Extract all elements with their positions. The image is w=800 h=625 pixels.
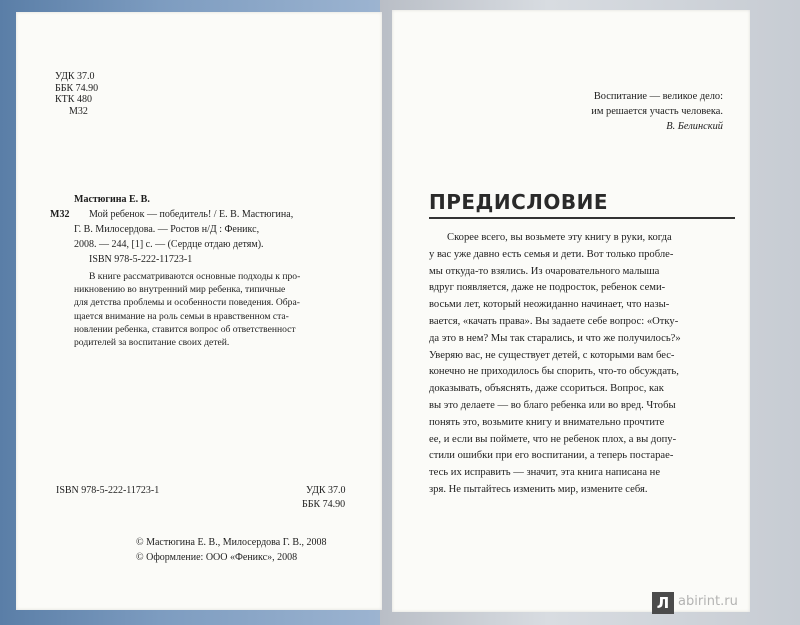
bibliographic-line-3: 2008. — 244, [1] с. — (Сердце отдаю детям).: [74, 239, 264, 250]
udk-code: УДК 37.0: [55, 71, 95, 82]
author-heading: Мастюгина Е. В.: [74, 194, 150, 205]
left-page: [16, 12, 382, 610]
body-line: тесь их исправить — значит, эта книга написана не: [429, 467, 661, 479]
right-page: [392, 10, 750, 612]
bbk-code: ББК 74.90: [55, 82, 99, 94]
epigraph-line: Воспитание — великое дело:: [593, 91, 723, 102]
body-line: стили ошибки при его воспитании, а теперь постарае-: [429, 450, 674, 462]
body-line: вается, «качать права». Вы задаете себе вопрос: «Отку-: [429, 315, 679, 327]
epigraph-author: В. Белинский: [666, 120, 723, 132]
body-line: мы откуда-то взялись. Из очаровательного малыша: [429, 265, 660, 277]
heading-underline: [429, 217, 735, 219]
abstract-line: новлении ребенка, ставится вопрос об ответственност: [74, 323, 296, 335]
footer-udk: УДК 37.0: [306, 485, 346, 496]
abstract-line: родителей за воспитание своих детей.: [74, 337, 230, 349]
bibliographic-line-2: Г. В. Милосердова. — Ростов н/Д : Феникс,: [74, 224, 260, 235]
footer-isbn: ISBN 978-5-222-11723-1: [56, 485, 160, 496]
catalog-mark: М32: [50, 209, 70, 220]
labirint-logo-icon: Л: [652, 592, 674, 614]
copyright-authors: © Мастюгина Е. В., Милосердова Г. В., 2008: [136, 537, 327, 548]
ktk-code: КТК 480: [55, 94, 92, 105]
classification-codes: [55, 71, 98, 117]
body-line: вы это делаете — во благо ребенка или во вред. Чтобы: [429, 399, 676, 411]
body-line: Скорее всего, вы возьмете эту книгу в руки, когда: [447, 232, 672, 243]
epigraph-line: им решается участь человека.: [591, 105, 723, 117]
footer-bbk: ББК 74.90: [302, 499, 346, 510]
watermark-text: abirint.ru: [678, 594, 738, 609]
abstract: [74, 270, 362, 349]
isbn-line: ISBN 978-5-222-11723-1: [89, 254, 193, 265]
abstract-line: щается внимание на роль семьи в нравственном ста-: [74, 310, 289, 322]
body-line: восьми лет, который неожиданно начинает, что назы-: [429, 299, 670, 311]
body-line: доказывать, объяснять, даже ссориться. Вопрос, как: [429, 383, 664, 395]
chapter-heading: ПРЕДИСЛОВИЕ: [429, 190, 609, 214]
body-line: зря. Не пытайтесь изменить мир, измените себя.: [429, 483, 648, 495]
body-line: да это в нем? Мы так старались, и что же получилось?»: [429, 332, 681, 344]
preface-text: [429, 230, 735, 499]
abstract-line: В книге рассматриваются основные подходы к про-: [89, 271, 301, 282]
body-line: конечно не приходилось бы спорить, что-то обсуждать,: [429, 366, 679, 378]
copyright-design: © Оформление: ООО «Феникс», 2008: [136, 552, 298, 563]
body-line: понять это, возьмите книгу и внимательно прочтите: [429, 416, 665, 428]
author-mark: М32: [69, 105, 88, 117]
epigraph: [591, 90, 723, 134]
abstract-line: для детства проблемы и особенности поведения. Обра-: [74, 297, 300, 309]
bibliographic-line-1: Мой ребенок — победитель! / Е. В. Мастюгина,: [89, 209, 294, 220]
body-line: ее, и если вы поймете, что не ребенок плох, а вы допу-: [429, 433, 677, 445]
body-line: вдруг появляется, даже не подросток, ребенок семи-: [429, 282, 666, 294]
abstract-line: никновению во внутренний мир ребенка, типичные: [74, 284, 286, 296]
body-line: Уверяю вас, не существует детей, с которыми вам бес-: [429, 349, 675, 361]
body-line: у вас уже давно есть семья и дети. Вот только пробле-: [429, 248, 674, 260]
